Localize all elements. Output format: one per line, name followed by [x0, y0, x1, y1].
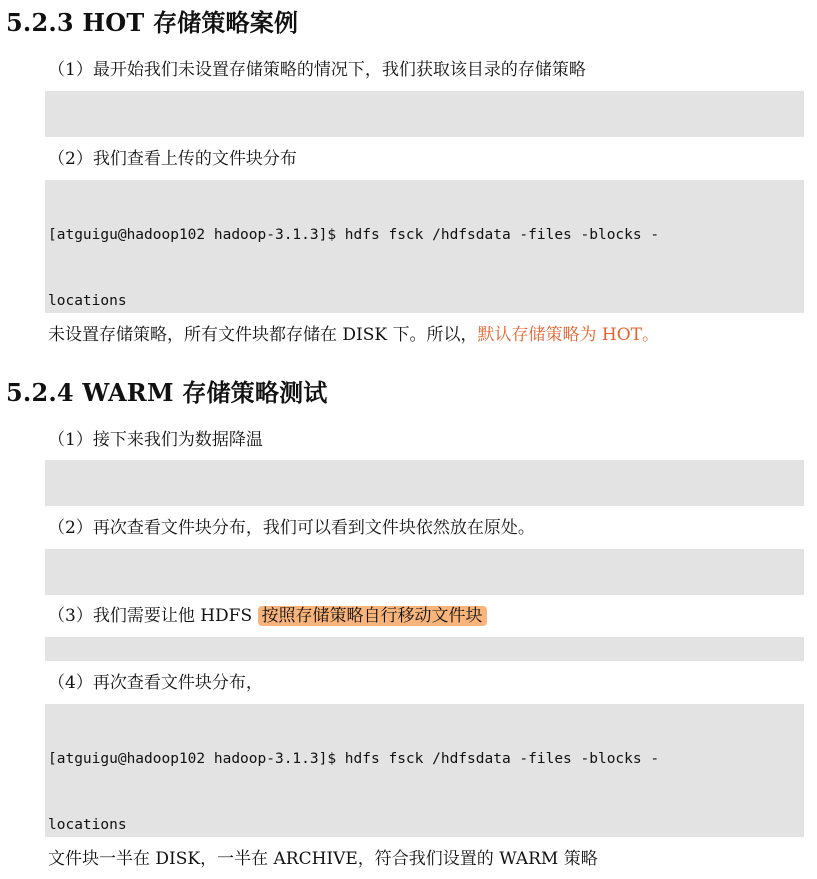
conclusion-plain: 未设置存储策略，所有文件块都存储在 DISK 下。所以， [48, 325, 478, 345]
code-line: locations [48, 293, 127, 309]
code-line [48, 135, 804, 137]
section-title-warm: 5.2.4 WARM 存储策略测试 [6, 378, 328, 407]
code-block [45, 180, 804, 313]
section-title-hot: 5.2.3 HOT 存储策略案例 [6, 8, 299, 37]
step-text: （2）再次查看文件块分布，我们可以看到文件块依然放在原处。 [48, 518, 535, 538]
code-block [45, 637, 804, 661]
code-line [48, 593, 804, 595]
code-line: [atguigu@hadoop102 hadoop-3.1.3]$ hdfs fsck /hdfsdata -files -blocks - [48, 751, 660, 767]
conclusion-highlight: 默认存储策略为 HOT。 [477, 325, 660, 345]
step-text [48, 604, 487, 628]
code-block [45, 549, 804, 595]
code-block [45, 460, 804, 506]
code-block [45, 91, 804, 137]
step-text: （4）再次查看文件块分布， [48, 673, 263, 693]
code-line: [atguigu@hadoop102 hadoop-3.1.3]$ hdfs fsck /hdfsdata -files -blocks - [48, 227, 660, 243]
step-text: （1）接下来我们为数据降温 [48, 430, 263, 450]
code-line: locations [48, 817, 127, 833]
conclusion-text: 文件块一半在 DISK，一半在 ARCHIVE，符合我们设置的 WARM 策略 [48, 849, 598, 869]
highlighted-phrase: 按照存储策略自行移动文件块 [258, 606, 487, 626]
step-text: （2）我们查看上传的文件块分布 [48, 149, 297, 169]
code-line [48, 504, 804, 506]
step-plain: （3）我们需要让他 HDFS [48, 606, 253, 626]
conclusion-text [48, 323, 659, 347]
code-block [45, 704, 804, 837]
step-text: （1）最开始我们未设置存储策略的情况下，我们获取该目录的存储策略 [48, 60, 586, 80]
